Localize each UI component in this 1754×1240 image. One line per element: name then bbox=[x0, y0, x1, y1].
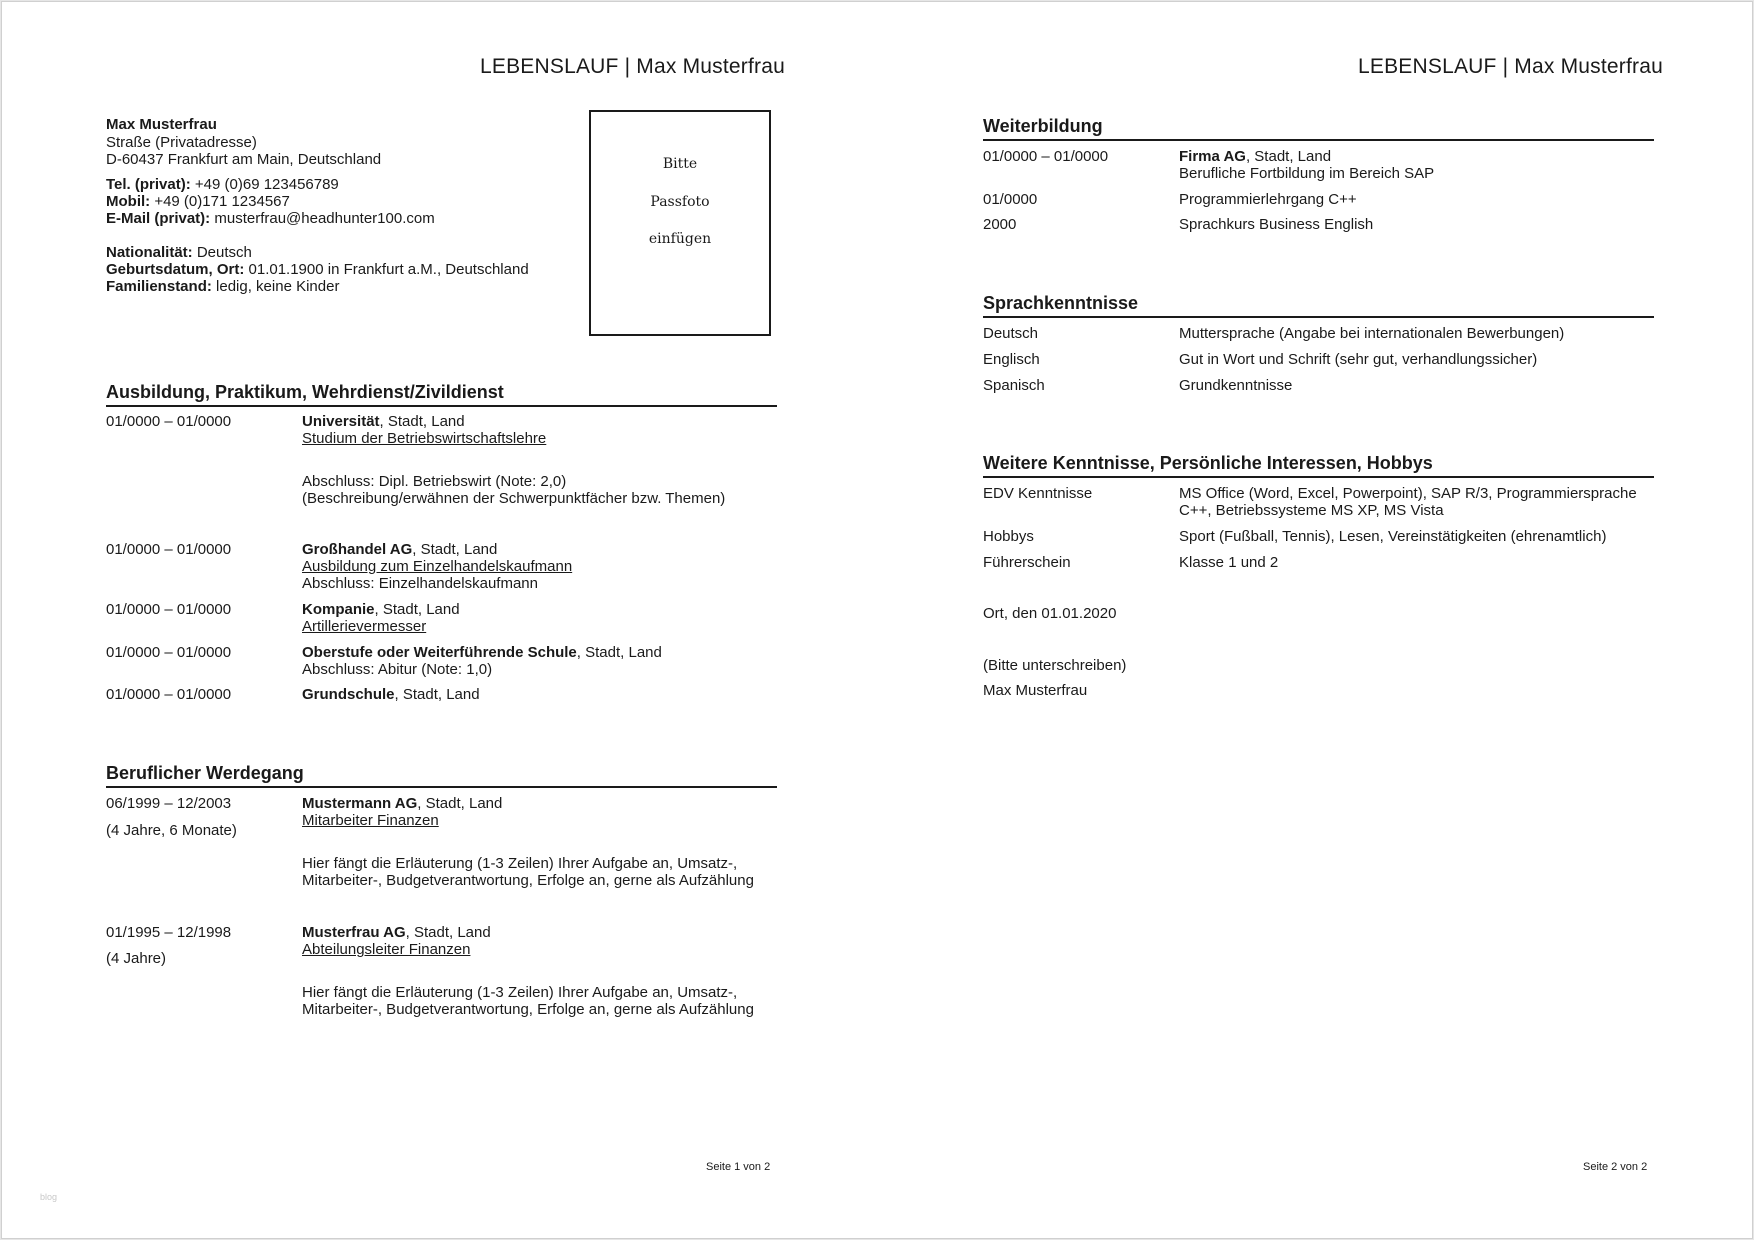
edu-1-role: Studium der Betriebswirtschaftslehre bbox=[302, 430, 547, 447]
photo-text-1: Bitte bbox=[662, 156, 698, 172]
other-1-line-1: MS Office (Word, Excel, Powerpoint), SAP R/3, Programmiersprache bbox=[1179, 485, 1637, 502]
nat-value: Deutsch bbox=[192, 244, 252, 261]
section-other-title: Weitere Kenntnisse, Persönliche Interessen, Hobbys bbox=[983, 453, 1654, 478]
photo-placeholder bbox=[589, 110, 771, 336]
other-1-label: EDV Kenntnisse bbox=[983, 485, 1093, 502]
training-1-date: 01/0000 – 01/0000 bbox=[983, 148, 1109, 165]
career-1-place: , Stadt, Land bbox=[417, 795, 503, 812]
photo-text-3: einfügen bbox=[648, 231, 712, 247]
personal-tel bbox=[106, 176, 339, 193]
nat-label: Nationalität: bbox=[106, 244, 193, 261]
edu-5-place: , Stadt, Land bbox=[394, 686, 480, 703]
other-3-line-1: Klasse 1 und 2 bbox=[1179, 554, 1279, 571]
career-2-duration: (4 Jahre) bbox=[106, 950, 167, 967]
career-2-desc-1: Hier fängt die Erläuterung (1-3 Zeilen) Ihrer Aufgabe an, Umsatz-, bbox=[302, 984, 738, 1001]
edu-4-desc-1: Abschluss: Abitur (Note: 1,0) bbox=[302, 661, 493, 678]
other-3-label: Führerschein bbox=[983, 554, 1071, 571]
edu-4-org bbox=[302, 644, 662, 661]
email-label: E-Mail (privat): bbox=[106, 210, 211, 227]
personal-email bbox=[106, 210, 435, 227]
edu-3-place: , Stadt, Land bbox=[374, 601, 460, 618]
career-1-role: Mitarbeiter Finanzen bbox=[302, 812, 439, 829]
lang-2-name: Englisch bbox=[983, 351, 1040, 368]
page2-footer: Seite 2 von 2 bbox=[1583, 1161, 1648, 1173]
lang-1-level: Muttersprache (Angabe bei internationalen Bewerbungen) bbox=[1179, 325, 1565, 342]
edu-1-desc-1: Abschluss: Dipl. Betriebswirt (Note: 2,0) bbox=[302, 473, 567, 490]
training-1-org-name: Firma AG bbox=[1179, 148, 1246, 165]
training-3-text: Sprachkurs Business English bbox=[1179, 216, 1374, 233]
lang-1-name: Deutsch bbox=[983, 325, 1039, 342]
other-2-line-1: Sport (Fußball, Tennis), Lesen, Vereinstätigkeiten (ehrenamtlich) bbox=[1179, 528, 1607, 545]
other-1-line-2: C++, Betriebssysteme MS XP, MS Vista bbox=[1179, 502, 1444, 519]
edu-3-role: Artillerievermesser bbox=[302, 618, 427, 635]
edu-1-org bbox=[302, 413, 465, 430]
personal-birth bbox=[106, 261, 529, 278]
signature-hint: (Bitte unterschreiben) bbox=[983, 657, 1127, 674]
personal-name: Max Musterfrau bbox=[106, 116, 217, 133]
edu-4-place: , Stadt, Land bbox=[576, 644, 662, 661]
section-languages-title: Sprachkenntnisse bbox=[983, 293, 1654, 318]
edu-2-org bbox=[302, 541, 497, 558]
edu-1-desc-2: (Beschreibung/erwähnen der Schwerpunktfächer bzw. Themen) bbox=[302, 490, 726, 507]
lang-3-level: Grundkenntnisse bbox=[1179, 377, 1293, 394]
tel-value: +49 (0)69 123456789 bbox=[190, 176, 339, 193]
career-2-date: 01/1995 – 12/1998 bbox=[106, 924, 232, 941]
lang-3-name: Spanisch bbox=[983, 377, 1045, 394]
section-career-title: Beruflicher Werdegang bbox=[106, 763, 777, 788]
edu-5-org bbox=[302, 686, 480, 703]
edu-2-desc-1: Abschluss: Einzelhandelskaufmann bbox=[302, 575, 538, 592]
place-date: Ort, den 01.01.2020 bbox=[983, 605, 1117, 622]
edu-3-org bbox=[302, 601, 460, 618]
edu-2-date: 01/0000 – 01/0000 bbox=[106, 541, 232, 558]
page1-header: LEBENSLAUF | Max Musterfrau bbox=[480, 55, 785, 78]
edu-3-date: 01/0000 – 01/0000 bbox=[106, 601, 232, 618]
edu-5-date: 01/0000 – 01/0000 bbox=[106, 686, 232, 703]
photo-text-2: Passfoto bbox=[650, 194, 710, 210]
tel-label: Tel. (privat): bbox=[106, 176, 191, 193]
career-1-desc-1: Hier fängt die Erläuterung (1-3 Zeilen) Ihrer Aufgabe an, Umsatz-, bbox=[302, 855, 738, 872]
edu-1-date: 01/0000 – 01/0000 bbox=[106, 413, 232, 430]
other-2-label: Hobbys bbox=[983, 528, 1034, 545]
career-2-org bbox=[302, 924, 491, 941]
career-2-desc-2: Mitarbeiter-, Budgetverantwortung, Erfolge an, gerne als Aufzählung bbox=[302, 1001, 754, 1018]
section-education-title: Ausbildung, Praktikum, Wehrdienst/Zivildienst bbox=[106, 382, 777, 407]
email-value: musterfrau@headhunter100.com bbox=[210, 210, 435, 227]
training-1-desc: Berufliche Fortbildung im Bereich SAP bbox=[1179, 165, 1435, 182]
birth-value: 01.01.1900 in Frankfurt a.M., Deutschland bbox=[244, 261, 529, 278]
training-1-place: , Stadt, Land bbox=[1245, 148, 1332, 165]
edu-4-date: 01/0000 – 01/0000 bbox=[106, 644, 232, 661]
watermark: blog bbox=[40, 1192, 58, 1202]
family-label: Familienstand: bbox=[106, 278, 212, 295]
edu-3-org-name: Kompanie bbox=[302, 601, 375, 618]
personal-street: Straße (Privatadresse) bbox=[106, 134, 257, 151]
signature-name: Max Musterfrau bbox=[983, 682, 1088, 699]
edu-4-org-name: Oberstufe oder Weiterführende Schule bbox=[302, 644, 577, 661]
career-2-role: Abteilungsleiter Finanzen bbox=[302, 941, 471, 958]
training-2-text: Programmierlehrgang C++ bbox=[1179, 191, 1357, 208]
training-3-date: 2000 bbox=[983, 216, 1017, 233]
training-1-org bbox=[1179, 148, 1331, 165]
edu-1-place: , Stadt, Land bbox=[379, 413, 465, 430]
page2-header: LEBENSLAUF | Max Musterfrau bbox=[1358, 55, 1663, 78]
personal-nationality bbox=[106, 244, 252, 261]
career-1-desc-2: Mitarbeiter-, Budgetverantwortung, Erfolge an, gerne als Aufzählung bbox=[302, 872, 754, 889]
family-value: ledig, keine Kinder bbox=[211, 278, 340, 295]
personal-family bbox=[106, 278, 339, 295]
birth-label: Geburtsdatum, Ort: bbox=[106, 261, 245, 278]
page1-footer: Seite 1 von 2 bbox=[706, 1161, 771, 1173]
edu-5-org-name: Grundschule bbox=[302, 686, 395, 703]
edu-2-place: , Stadt, Land bbox=[412, 541, 498, 558]
personal-mobil bbox=[106, 193, 290, 210]
career-2-org-name: Musterfrau AG bbox=[302, 924, 406, 941]
career-1-date: 06/1999 – 12/2003 bbox=[106, 795, 232, 812]
training-2-date: 01/0000 bbox=[983, 191, 1038, 208]
career-1-duration: (4 Jahre, 6 Monate) bbox=[106, 822, 237, 839]
career-2-place: , Stadt, Land bbox=[405, 924, 491, 941]
section-training-title: Weiterbildung bbox=[983, 116, 1654, 141]
mobil-label: Mobil: bbox=[106, 193, 151, 210]
lang-2-level: Gut in Wort und Schrift (sehr gut, verhandlungssicher) bbox=[1179, 351, 1538, 368]
career-1-org-name: Mustermann AG bbox=[302, 795, 418, 812]
edu-1-org-name: Universität bbox=[302, 413, 380, 430]
mobil-value: +49 (0)171 1234567 bbox=[150, 193, 290, 210]
edu-2-role: Ausbildung zum Einzelhandelskaufmann bbox=[302, 558, 573, 575]
edu-2-org-name: Großhandel AG bbox=[302, 541, 413, 558]
document-sheet bbox=[1, 1, 1753, 1239]
career-1-org bbox=[302, 795, 502, 812]
personal-city: D-60437 Frankfurt am Main, Deutschland bbox=[106, 151, 382, 168]
